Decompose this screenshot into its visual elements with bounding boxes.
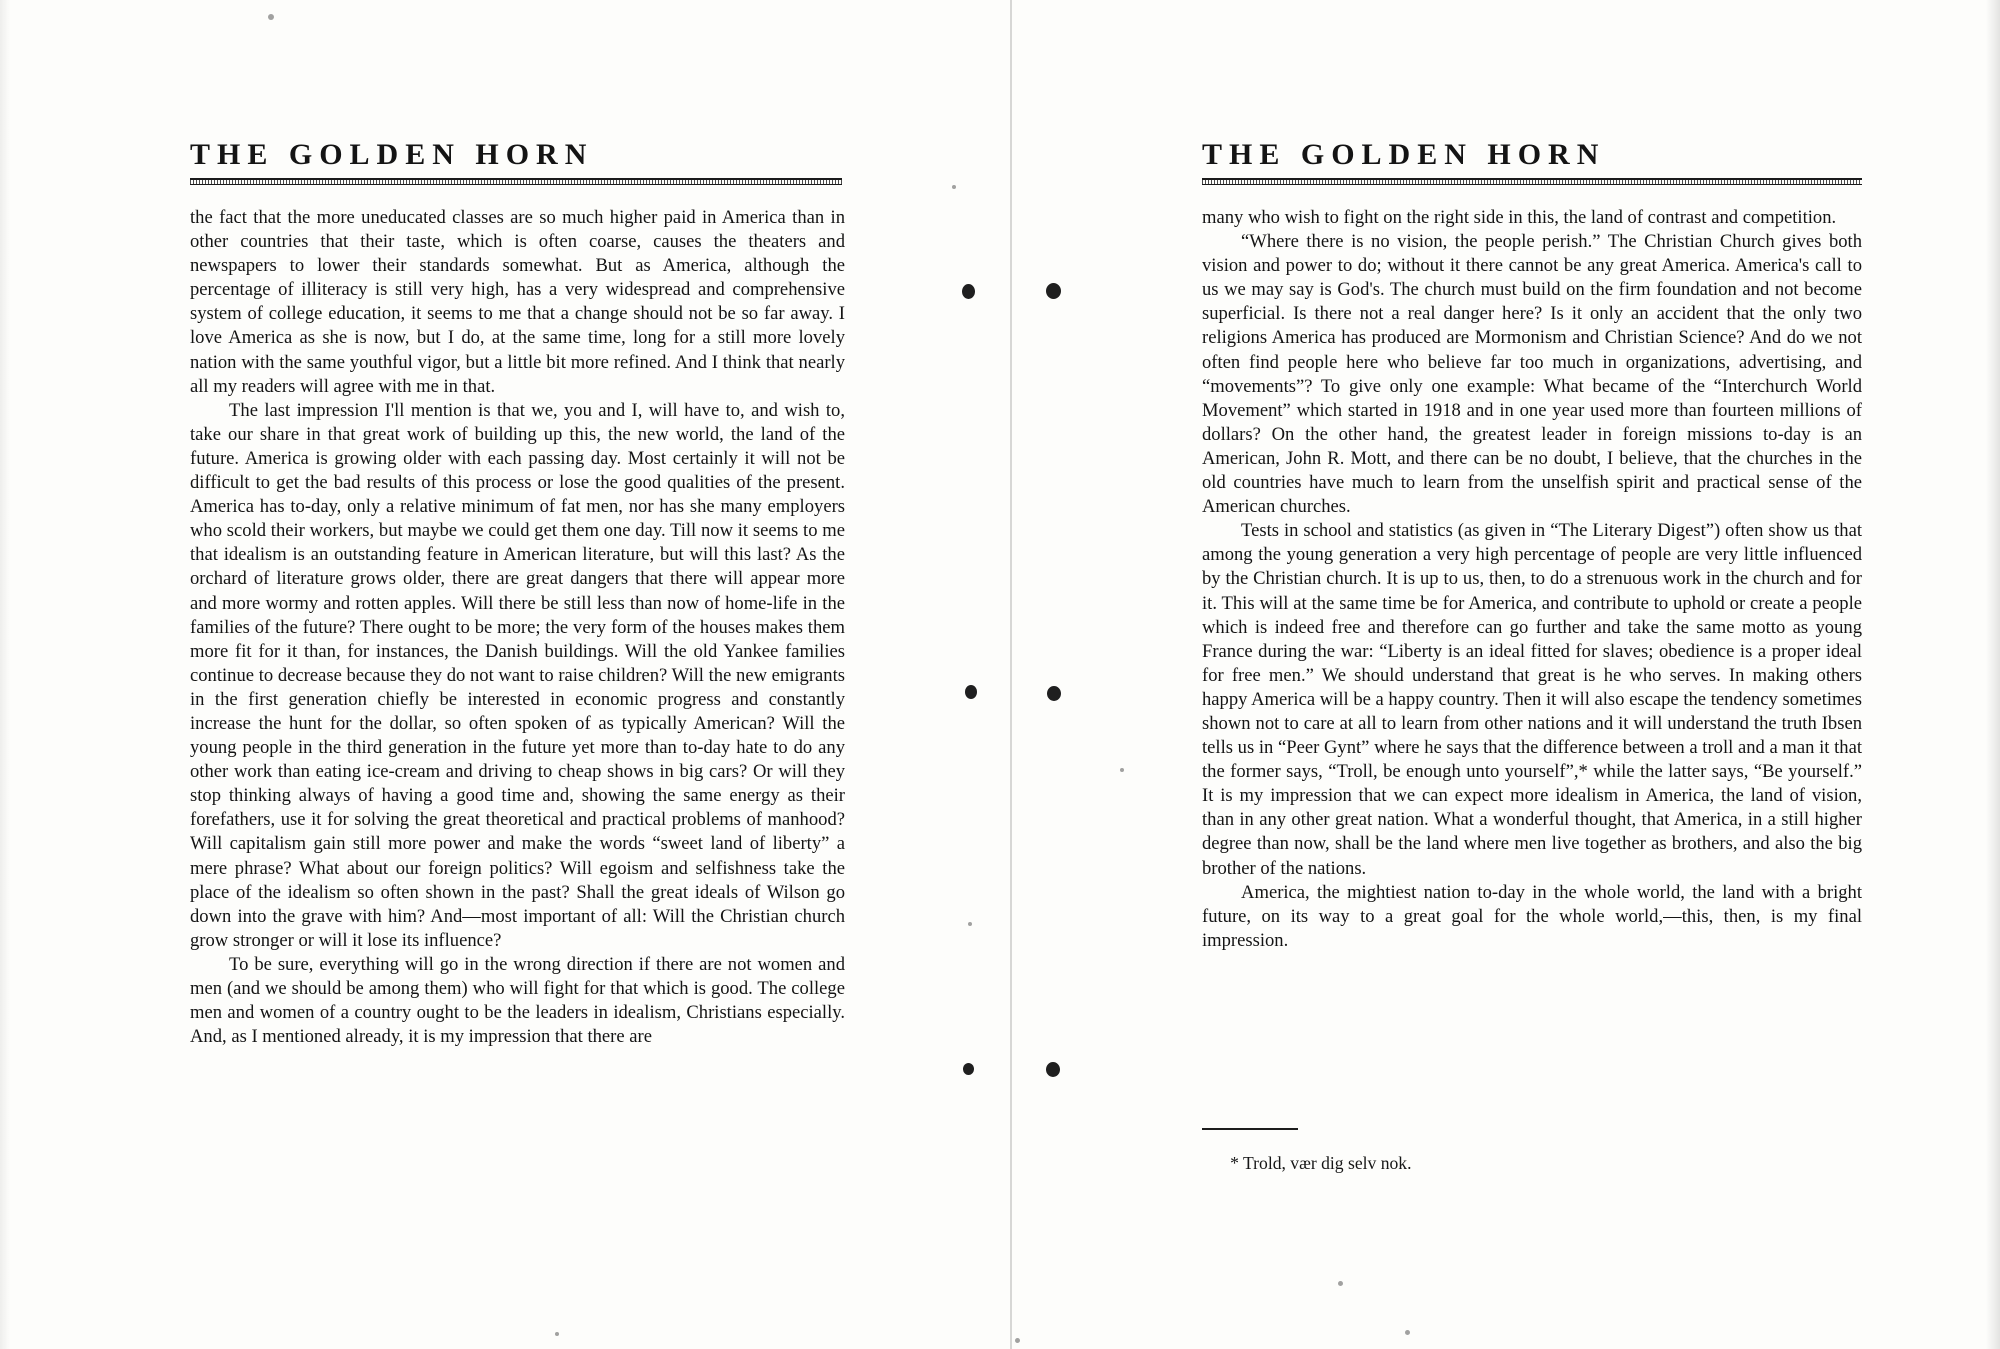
- running-head-left: THE GOLDEN HORN: [190, 138, 594, 171]
- dust-speck: [1015, 1338, 1020, 1343]
- header-rule-hatching: [1202, 180, 1862, 184]
- dust-speck: [555, 1332, 559, 1336]
- ink-blot: [1047, 686, 1061, 701]
- ink-blot: [1046, 283, 1061, 299]
- header-rule-right: [1202, 178, 1862, 185]
- dust-speck: [1338, 1281, 1343, 1286]
- right-page: [1012, 0, 2000, 1349]
- ink-blot: [1046, 1062, 1060, 1077]
- footnote-text: * Trold, vær dig selv nok.: [1230, 1153, 1412, 1173]
- left-column-text: [190, 206, 845, 1049]
- right-column-text: [1202, 206, 1862, 953]
- ink-blot: [963, 1063, 974, 1075]
- paragraph: The last impression I'll mention is that we, you and I, will have to, and wish to, take our share in that great work of building up this, the new world, the land of the future. America is growing older with each passing day. Most certainly it will not be difficult to get the bad results of this process or lose the good qualities of the present. America has to-day, only a relative minimum of fat men, nor has she many employers who scold their workers, but maybe we could get them one day. Till now it seems to me that idealism is an outstanding feature in American literature, but will this last? As the orchard of literature grows older, there are great dangers that there will appear more and more wormy and rotten apples. Will there be still less than now of home-life in the families of the future? There ought to be more; the very form of the houses makes them more fit for it than, for instances, the Danish buildings. Will the old Yankee families continue to decrease because they do not want to raise children? Will the new emigrants in the first generation chiefly be interested in economic progress and constantly increase the hunt for the dollar, so often spoken of as typically American? Will the young people in the third generation in the future yet more than to-day hate to do any other work than eating ice-cream and driving to cheap shows in big cars? Or will they stop thinking always of having a good time and, showing the same energy as their forefathers, use it for solving the great theoretical and practical problems of manhood? Will capitalism gain still more power and make the words “sweet land of liberty” a mere phrase? What about our foreign politics? Will egoism and selfishness take the place of the idealism so often shown in the past? Shall the great ideals of Wilson go down into the grave with him? And—most important of all: Will the Christian church grow stronger or will it lose its influence?: [190, 399, 845, 951]
- dust-speck: [268, 14, 274, 20]
- ink-blot: [965, 685, 977, 699]
- dust-speck: [1405, 1330, 1410, 1335]
- paragraph: America, the mightiest nation to-day in the whole world, the land with a bright future, on its way to a great goal for the whole world,—this, then, is my final impression.: [1202, 881, 1862, 951]
- header-rule-left: [190, 178, 842, 185]
- paragraph: Tests in school and statistics (as given in “The Literary Digest”) often show us that among the young generation a very high percentage of people are very little influenced by the Christian church. It is up to us, then, to do a strenuous work in the church and for it. This will at the same time be for America, and contribute to uphold or create a people which is indeed free and therefore can go further and take the same motto as young France during the war: “Liberty is an ideal fitted for slaves; obedience is a proper ideal for free men.” We should understand that great is he who serves. In making others happy America will be a happy country. Then it will also escape the tendency sometimes shown not to care at all to learn from other nations and it will understand the truth Ibsen tells us in “Peer Gynt” where he says that the difference between a troll and a man it that the former says, “Troll, be enough unto yourself”,* while the latter says, “Be yourself.” It is my impression that we can expect more idealism in America, the land of vision, than in any other great nation. What a wonderful thought, that America, in a still higher degree than now, shall be the land where men live together as brothers, and also the big brother of the nations.: [1202, 520, 1862, 879]
- paragraph: “Where there is no vision, the people perish.” The Christian Church gives both vision and power to do; without it there cannot be any great America. America's call to us we may say is God's. The church must build on the firm foundation and not become superficial. Is there not a real danger here? Is it only an accident that the only two religions America has produced are Mormonism and Christian Science? And do we not often find people here who believe far too much in organizations, advertising, and “movements”? To give only one example: What became of the “Interchurch World Movement” which started in 1918 and in one year used more than fourteen millions of dollars? On the other hand, the greatest leader in foreign missions to-day is an American, John R. Mott, and there can be no doubt, I believe, that the churches in the old countries have much to learn from the unselfish spirit and practical sense of the American churches.: [1202, 231, 1862, 518]
- footnote-separator-rule: [1202, 1128, 1298, 1130]
- paragraph: the fact that the more uneducated classes are so much higher paid in America than in other countries that their taste, which is often coarse, causes the theaters and newspapers to lower their standards somewhat. But as America, although the percentage of illiteracy is still very high, has a very widespread and comprehensive system of college education, it seems to me that a change should not be so far away. I love America as she is now, but I do, at the same time, long for a still more lovely nation with the same youthful vigor, but a little bit more refined. And I think that nearly all my readers will agree with me in that.: [190, 207, 845, 397]
- paragraph: To be sure, everything will go in the wrong direction if there are not women and men (and we should be among them) who will fight for that which is good. The college men and women of a country ought to be the leaders in idealism, Christians especially. And, as I mentioned already, it is my impression that there are: [190, 953, 845, 1048]
- paragraph: many who wish to fight on the right side in this, the land of contrast and competition.: [1202, 207, 1837, 228]
- dust-speck: [968, 922, 972, 926]
- dust-speck: [952, 185, 956, 189]
- footnote-block: [1202, 1128, 1862, 1175]
- running-head-right: THE GOLDEN HORN: [1202, 138, 1606, 171]
- header-rule-hatching: [190, 180, 842, 184]
- dust-speck: [1120, 768, 1124, 772]
- ink-blot: [962, 284, 975, 299]
